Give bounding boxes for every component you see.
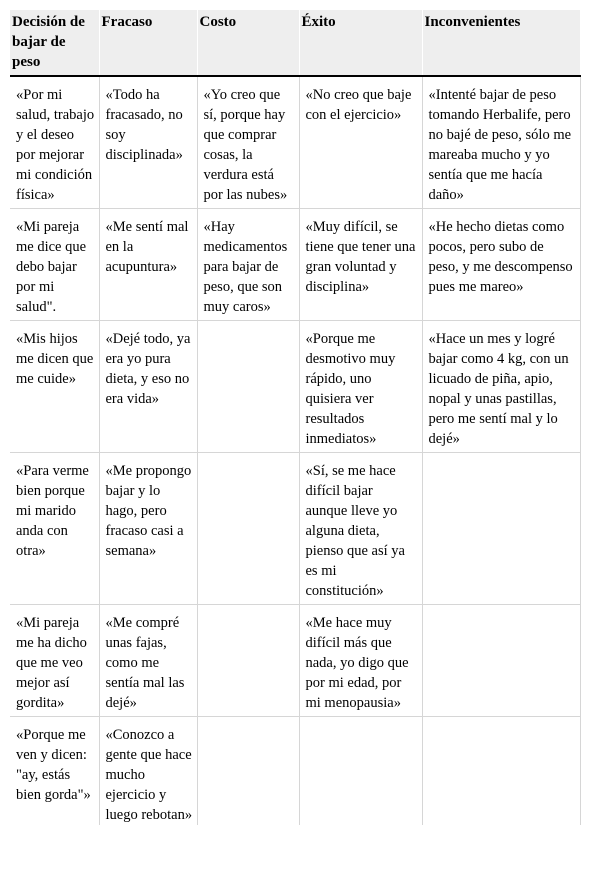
- table-cell: [197, 605, 299, 717]
- table-cell: «No creo que baje con el ejercicio»: [299, 76, 422, 209]
- table-cell: «Mi pareja me ha dicho que me veo mejor así gordita»: [10, 605, 99, 717]
- table-cell: «He hecho dietas como pocos, pero subo de peso, y me descompenso pues me mareo»: [422, 209, 580, 321]
- table-cell: «Para verme bien porque mi marido anda con otra»: [10, 453, 99, 605]
- table-body: [10, 76, 580, 825]
- table-cell: [197, 321, 299, 453]
- weight-loss-table-container: [10, 10, 580, 825]
- table-cell: «Todo ha fracasado, no soy disciplinada»: [99, 76, 197, 209]
- table-cell: «Me hace muy difícil más que nada, yo digo que por mi edad, por mi menopausia»: [299, 605, 422, 717]
- table-row: [10, 453, 580, 605]
- table-cell: «Mis hijos me dicen que me cuide»: [10, 321, 99, 453]
- table-cell: «Me sentí mal en la acupuntura»: [99, 209, 197, 321]
- table-cell: [299, 717, 422, 826]
- table-row: [10, 321, 580, 453]
- table-cell: «Intenté bajar de peso tomando Herbalife, pero no bajé de peso, sólo me mareaba mucho y yo sentía que me hacía daño»: [422, 76, 580, 209]
- table-header: [10, 10, 580, 76]
- table-cell: «Por mi salud, trabajo y el deseo por mejorar mi condición física»: [10, 76, 99, 209]
- table-cell: «Muy difícil, se tiene que tener una gran voluntad y disciplina»: [299, 209, 422, 321]
- table-cell: «Porque me ven y dicen: "ay, estás bien gorda"»: [10, 717, 99, 826]
- header-row: [10, 10, 580, 76]
- table-cell: [197, 717, 299, 826]
- table-cell: «Hay medicamentos para bajar de peso, que son muy caros»: [197, 209, 299, 321]
- table-row: [10, 717, 580, 826]
- table-cell: «Yo creo que sí, porque hay que comprar cosas, la verdura está por las nubes»: [197, 76, 299, 209]
- header-exito: Éxito: [299, 10, 422, 76]
- table-cell: «Hace un mes y logré bajar como 4 kg, con un licuado de piña, apio, nopal y unas pastillas, pero me sentí mal y lo dejé»: [422, 321, 580, 453]
- table-cell: «Me compré unas fajas, como me sentía mal las dejé»: [99, 605, 197, 717]
- table-row: [10, 605, 580, 717]
- table-cell: [422, 453, 580, 605]
- header-decision: Decisión de bajar de peso: [10, 10, 99, 76]
- table-cell: [197, 453, 299, 605]
- header-costo: Costo: [197, 10, 299, 76]
- table-cell: «Dejé todo, ya era yo pura dieta, y eso no era vida»: [99, 321, 197, 453]
- table-row: [10, 76, 580, 209]
- header-inconvenientes: Inconvenientes: [422, 10, 580, 76]
- table-row: [10, 209, 580, 321]
- table-cell: «Mi pareja me dice que debo bajar por mi salud".: [10, 209, 99, 321]
- table-cell: «Me propongo bajar y lo hago, pero fracaso casi a semana»: [99, 453, 197, 605]
- table-cell: [422, 717, 580, 826]
- header-fracaso: Fracaso: [99, 10, 197, 76]
- weight-loss-table: [10, 10, 581, 825]
- table-cell: [422, 605, 580, 717]
- table-cell: «Conozco a gente que hace mucho ejercicio y luego rebotan»: [99, 717, 197, 826]
- table-cell: «Sí, se me hace difícil bajar aunque lleve yo alguna dieta, pienso que así ya es mi constitución»: [299, 453, 422, 605]
- table-cell: «Porque me desmotivo muy rápido, uno quisiera ver resultados inmediatos»: [299, 321, 422, 453]
